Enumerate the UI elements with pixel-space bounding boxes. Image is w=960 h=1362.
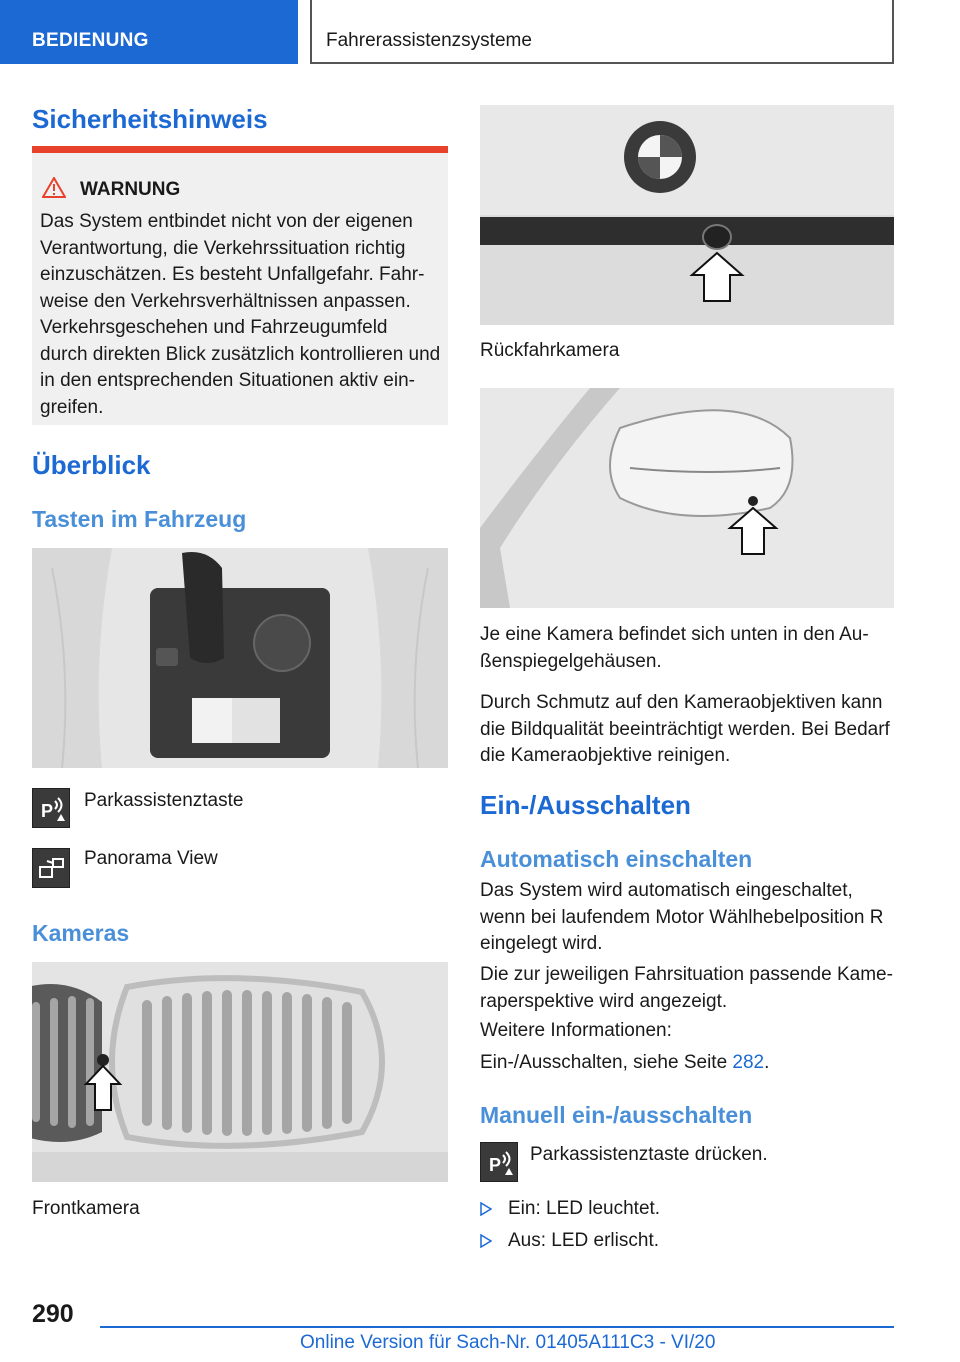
center-console-figure [32, 548, 448, 768]
warning-line: weise den Verkehrsverhältnissen anpassen. [40, 290, 411, 312]
text-line: die Bildqualität beeinträchtigt werden. Bei Bedarf [480, 718, 890, 740]
heading-on-off: Ein-/Ausschalten [480, 790, 691, 820]
heading-safety: Sicherheitshinweis [32, 104, 268, 134]
section-tab [0, 0, 298, 64]
panorama-view-label: Panorama View [84, 848, 218, 869]
text-line: ßenspiegelgehäusen. [480, 650, 662, 672]
warning-line: Verantwortung, die Verkehrssituation richtig [40, 237, 406, 259]
page-reference [480, 1050, 769, 1077]
park-assist-icon [480, 1142, 518, 1182]
heading-manual: Manuell ein-/ausschalten [480, 1102, 753, 1128]
heading-buttons: Tasten im Fahrzeug [32, 506, 247, 532]
text-line: Durch Schmutz auf den Kameraobjektiven kann [480, 692, 883, 713]
warning-icon [42, 177, 66, 198]
text-line: raperspektive wird angezeigt. [480, 990, 728, 1012]
heading-cameras: Kameras [32, 920, 130, 946]
bullet-triangle-icon [480, 1234, 492, 1248]
more-info-label: Weitere Informationen: [480, 1020, 672, 1041]
chapter-title: Fahrerassistenzsysteme [326, 30, 532, 51]
heading-overview: Überblick [32, 450, 151, 480]
svg-text:P: P [41, 801, 54, 821]
reference-end: . [764, 1052, 770, 1073]
bullet-text: Ein: LED leuchtet. [508, 1198, 661, 1219]
warning-box [32, 146, 448, 425]
section-title: BEDIENUNG [32, 30, 149, 51]
page-reference-link[interactable]: 282 [732, 1052, 765, 1073]
heading-automatic: Automatisch einschalten [480, 846, 753, 872]
warning-line: einzuschätzen. Es besteht Unfallgefahr. Fahr- [40, 264, 425, 285]
front-camera-figure [32, 962, 448, 1182]
chapter-tab [310, 0, 894, 64]
page-number: 290 [32, 1300, 74, 1328]
text-line: eingelegt wird. [480, 933, 603, 954]
footer-divider [100, 1326, 894, 1328]
warning-line: Das System entbindet nicht von der eigenen [40, 211, 413, 232]
rear-camera-figure [480, 105, 894, 325]
view-text [480, 962, 893, 1015]
park-assist-label: Parkassistenztaste [84, 790, 244, 811]
auto-text [480, 878, 883, 958]
warning-title: WARNUNG [80, 179, 181, 200]
warning-line: Verkehrsgeschehen und Fahrzeugumfeld [40, 317, 388, 338]
warning-text [40, 209, 444, 421]
bullet-text: Aus: LED erlischt. [508, 1230, 659, 1251]
text-line: Das System wird automatisch eingeschaltet, [480, 880, 853, 901]
text-line: wenn bei laufendem Motor Wählhebelposition R [480, 906, 884, 928]
warning-line: greifen. [40, 396, 104, 418]
text-line: Die zur jeweiligen Fahrsituation passende Kame- [480, 964, 893, 985]
svg-text:P: P [489, 1155, 502, 1175]
reference-text: Ein-/Ausschalten, siehe Seite [480, 1052, 733, 1073]
rear-camera-caption: Rückfahrkamera [480, 340, 620, 361]
warning-line: durch direkten Blick zusätzlich kontrollieren und [40, 343, 441, 365]
front-camera-caption: Frontkamera [32, 1198, 140, 1219]
mirror-camera-figure [480, 388, 894, 608]
press-instruction: Parkassistenztaste drücken. [530, 1144, 768, 1165]
text-line: die Kameraobjektive reinigen. [480, 745, 731, 766]
footer-text: Online Version für Sach-Nr. 01405A111C3 - VI/20 [300, 1332, 716, 1353]
park-assist-icon [32, 788, 70, 828]
warning-header [42, 177, 180, 201]
text-line: Je eine Kamera befindet sich unten in den Au- [480, 624, 869, 645]
dirt-text [480, 690, 890, 770]
panorama-view-icon [32, 848, 70, 888]
bullet-triangle-icon [480, 1202, 492, 1216]
mirror-text [480, 622, 869, 675]
warning-line: in den entsprechenden Situationen aktiv ein- [40, 370, 415, 391]
